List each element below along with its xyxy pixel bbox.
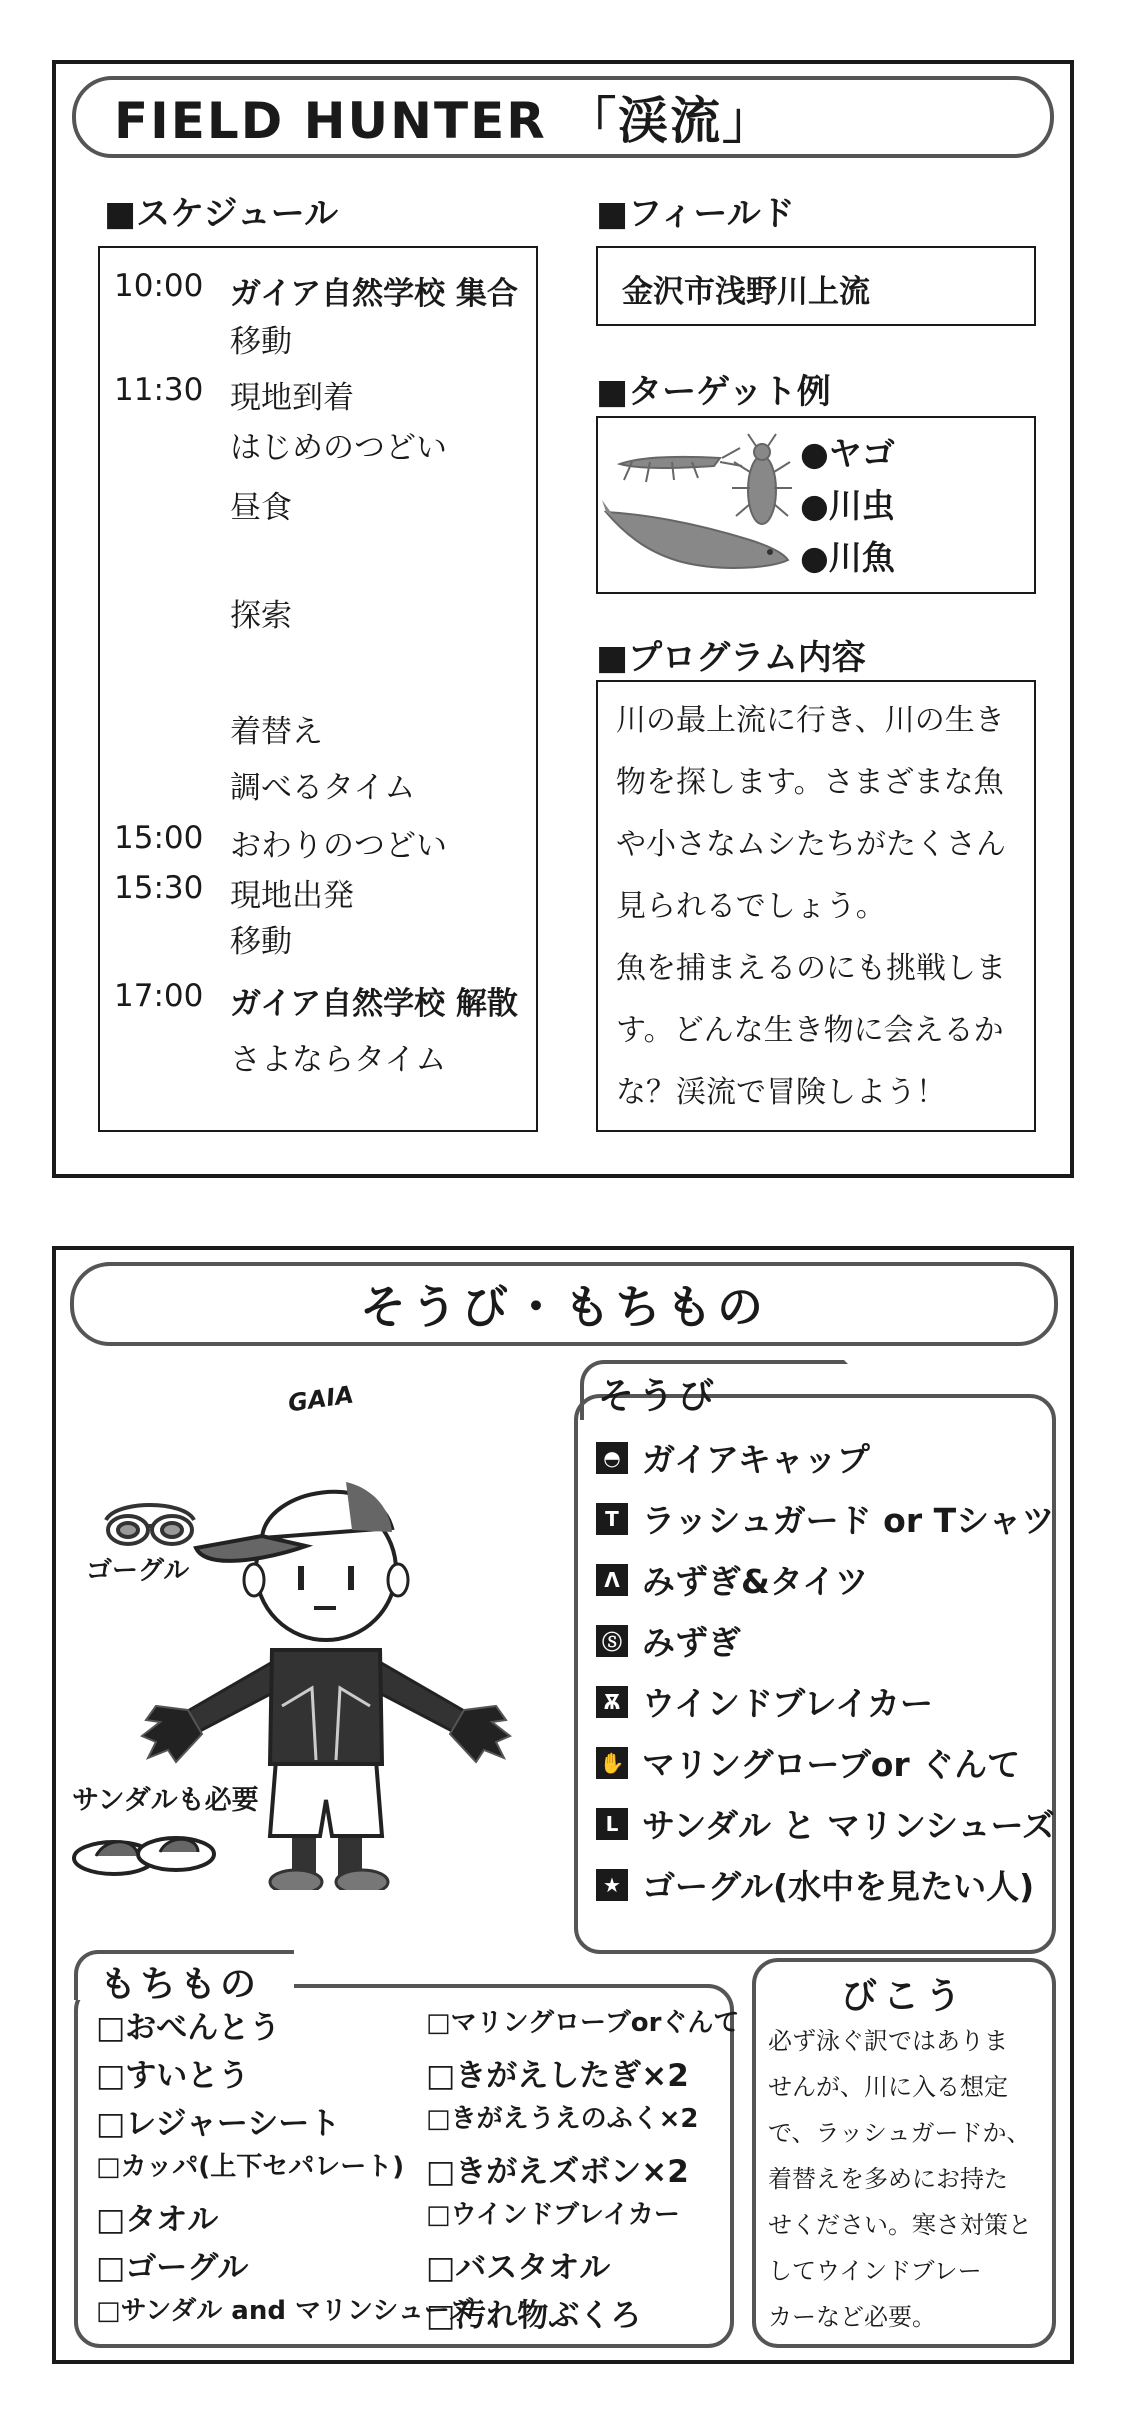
- bikou-heading: びこう: [840, 1976, 967, 2017]
- gear-section-title: そうび・もちもの: [360, 1280, 768, 1334]
- checklist-item: □カッパ(上下セパレート): [96, 2152, 405, 2182]
- checklist-item: □マリングローブorぐんて: [426, 2008, 740, 2038]
- page-title: FIELD HUNTER 「渓流」: [114, 92, 775, 150]
- program-line: 魚を捕まえるのにも挑戦しま: [616, 951, 1006, 986]
- soubi-label: ゴーグル(水中を見たい人): [642, 1867, 1035, 1906]
- star-icon: ★: [596, 1869, 628, 1901]
- program-line: 見られるでしょう。: [616, 889, 886, 924]
- checklist-item: □きがえズボン×2: [426, 2154, 689, 2190]
- schedule-event: おわりのつどい: [230, 828, 447, 864]
- soubi-tab: [580, 1360, 810, 1420]
- program-box: [596, 680, 1036, 1132]
- checklist-item: □きがえうえのふく×2: [426, 2104, 699, 2134]
- top-title-pill: [72, 76, 1054, 158]
- soubi-label: ガイアキャップ: [642, 1440, 870, 1479]
- schedule-event: ガイア自然学校 解散: [230, 986, 518, 1022]
- checklist-item: □バスタオル: [426, 2250, 611, 2286]
- cap-logo-text: GAIA: [286, 1380, 356, 1418]
- tights-icon: Λ: [596, 1564, 628, 1596]
- program-heading: ■プログラム内容: [596, 638, 866, 678]
- mochimono-heading: もちもの: [100, 1964, 261, 2005]
- swimsuit-icon: Ⓢ: [596, 1625, 628, 1657]
- schedule-event: ガイア自然学校 集合: [230, 276, 518, 312]
- dragonfly-larva-icon: [620, 448, 742, 482]
- bikou-line: してウインドブレー: [768, 2257, 982, 2285]
- schedule-event: 現地到着: [230, 380, 354, 416]
- soubi-label: ラッシュガード or Tシャツ: [642, 1501, 1055, 1540]
- target-box: [596, 416, 1036, 594]
- checklist-item: □きがえしたぎ×2: [426, 2058, 689, 2094]
- aquatic-insect-icon: [732, 434, 792, 524]
- checklist-item: □おべんとう: [96, 2010, 281, 2046]
- program-line: な？渓流で冒険しよう！: [616, 1075, 946, 1110]
- soubi-heading: そうび: [598, 1376, 719, 1417]
- schedule-box: [98, 246, 538, 1132]
- checklist-item: □レジャーシート: [96, 2106, 341, 2142]
- checklist-item: □すいとう: [96, 2058, 250, 2094]
- sandal-label: サンダルも必要: [72, 1785, 259, 1816]
- soubi-item: [596, 1617, 741, 1664]
- soubi-item: [596, 1495, 1054, 1542]
- checklist-item: □ウインドブレイカー: [426, 2200, 680, 2230]
- schedule-time: 11:30: [114, 372, 204, 408]
- soubi-item: [596, 1556, 868, 1603]
- target-list: [800, 428, 895, 584]
- bottom-panel: [52, 1246, 1074, 2364]
- checklist-item: □サンダル and マリンシューズ: [96, 2296, 475, 2326]
- program-description: [616, 690, 1006, 1124]
- soubi-item: [596, 1800, 1055, 1847]
- field-location: 金沢市浅野川上流: [622, 274, 870, 310]
- mochimono-tab: [74, 1950, 294, 2005]
- target-item: ●川魚: [800, 538, 895, 577]
- soubi-label: サンダル と マリンシューズ: [642, 1806, 1055, 1845]
- schedule-time: 17:00: [114, 978, 204, 1014]
- target-heading: ■ターゲット例: [596, 372, 831, 412]
- soubi-item: [596, 1861, 1034, 1908]
- bikou-line: で、ラッシュガードか、: [768, 2119, 1031, 2147]
- schedule-event: 移動: [230, 924, 292, 960]
- soubi-label: みずぎ&タイツ: [642, 1562, 869, 1601]
- program-line: や小さなムシたちがたくさん: [616, 827, 1006, 862]
- program-line: す。どんな生き物に会えるか: [616, 1013, 1004, 1048]
- schedule-event: 移動: [230, 324, 292, 360]
- bottom-title-pill: [70, 1262, 1058, 1346]
- target-item: ●ヤゴ: [800, 434, 895, 473]
- schedule-event: 現地出発: [230, 878, 354, 914]
- bikou-line: せんが、川に入る想定: [768, 2073, 1008, 2101]
- bikou-text: [768, 2018, 1032, 2340]
- shoe-icon: L: [596, 1808, 628, 1840]
- cap-icon: ◓: [596, 1442, 628, 1474]
- schedule-event: さよならタイム: [230, 1042, 447, 1078]
- program-line: 川の最上流に行き、川の生き: [616, 703, 1005, 738]
- checklist-item: □ゴーグル: [96, 2250, 249, 2286]
- creatures-illustration: [602, 422, 802, 592]
- top-panel: [52, 60, 1074, 1178]
- soubi-item: [596, 1434, 870, 1481]
- schedule-event: 調べるタイム: [230, 770, 416, 806]
- schedule-event: 着替え: [230, 714, 323, 750]
- schedule-event: はじめのつどい: [230, 430, 447, 466]
- soubi-list: [574, 1422, 1056, 1942]
- bikou-line: せください。寒さ対策と: [768, 2211, 1032, 2239]
- shirt-icon: T: [596, 1503, 628, 1535]
- schedule-heading: ■スケジュール: [104, 194, 339, 234]
- target-item: ●川虫: [800, 486, 895, 525]
- soubi-label: ウインドブレイカー: [642, 1684, 934, 1723]
- soubi-item: [596, 1678, 933, 1725]
- schedule-time: 15:00: [114, 820, 204, 856]
- schedule-event: 探索: [230, 598, 292, 634]
- windbreaker-icon: Ѫ: [596, 1686, 628, 1718]
- field-heading: ■フィールド: [596, 194, 795, 234]
- schedule-time: 15:30: [114, 870, 204, 906]
- bikou-line: 着替えを多めにお持た: [768, 2165, 1008, 2193]
- checklist-item: □汚れ物ぶくろ: [426, 2298, 642, 2334]
- program-line: 物を探します。さまざまな魚: [616, 765, 1004, 800]
- schedule-event: 昼食: [230, 490, 292, 526]
- sandals-icon: [66, 1826, 226, 1886]
- goggle-label: ゴーグル: [86, 1556, 190, 1586]
- checklist-item: □タオル: [96, 2202, 219, 2238]
- soubi-item: [596, 1739, 1020, 1786]
- field-box: [596, 246, 1036, 326]
- bikou-box: [752, 1958, 1056, 2348]
- glove-icon: ✋: [596, 1747, 628, 1779]
- bikou-line: 必ず泳ぐ訳ではありま: [768, 2027, 1008, 2055]
- schedule-time: 10:00: [114, 268, 204, 304]
- soubi-label: みずぎ: [642, 1623, 741, 1662]
- soubi-label: マリングローブor ぐんて: [642, 1745, 1021, 1784]
- goggles-icon: [106, 1505, 194, 1544]
- bikou-line: カーなど必要。: [768, 2303, 936, 2331]
